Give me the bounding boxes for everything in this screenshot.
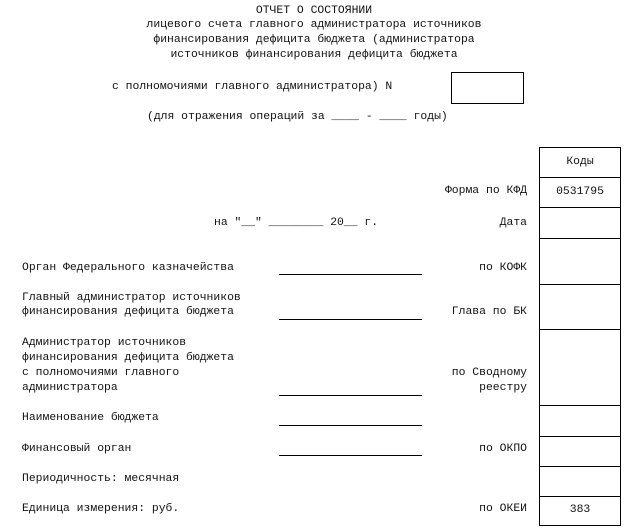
admin-label-3: с полномочиями главного (22, 367, 180, 379)
report-number-box[interactable] (451, 72, 524, 104)
report-title-line2: лицевого счета главного администратора источников (146, 19, 482, 31)
unit-label: Единица измерения: руб. (22, 503, 180, 515)
okpo-cell[interactable] (540, 436, 620, 467)
report-title-line3: финансирования дефицита бюджета (администратора (153, 34, 475, 46)
glavny-label-2: финансирования дефицита бюджета (22, 306, 234, 318)
codes-column (539, 147, 621, 526)
glavny-label-1: Главный администратор источников (22, 292, 241, 304)
glava-cell[interactable] (540, 284, 620, 330)
period-text: (для отражения операций за ____ - ____ годы) (147, 111, 448, 123)
okei-value: 383 (569, 504, 591, 516)
forma-value: 0531795 (556, 186, 604, 198)
report-title-line4: источников финансирования дефицита бюджета (170, 49, 458, 61)
glavny-line[interactable] (279, 319, 422, 320)
date-line: на "__" ________ 20__ г. (214, 217, 379, 229)
admin-label-1: Администратор источников (22, 337, 187, 349)
periodicity-cell[interactable] (540, 466, 620, 497)
okpo-label: по ОКПО (479, 443, 527, 455)
admin-line[interactable] (279, 395, 422, 396)
glava-label: Глава по БК (451, 306, 527, 318)
report-title-line5: с полномочиями главного администратора) N (112, 81, 393, 93)
date-cell[interactable] (540, 207, 620, 239)
okei-label: по ОКЕИ (479, 503, 527, 515)
svod-cell[interactable] (540, 329, 620, 406)
fin-organ-label: Финансовый орган (22, 443, 132, 455)
organ-fk-line[interactable] (279, 274, 422, 275)
date-label: Дата (499, 217, 527, 229)
svod-label-2: реестру (479, 382, 527, 394)
periodicity-label: Периодичность: месячная (22, 473, 180, 485)
kofk-label: по КОФК (479, 262, 527, 274)
kofk-cell[interactable] (540, 238, 620, 285)
codes-header: Коды (566, 156, 594, 168)
organ-fk-label: Орган Федерального казначейства (22, 262, 234, 274)
budget-name-line[interactable] (279, 425, 422, 426)
budget-name-label: Наименование бюджета (22, 412, 159, 424)
report-title: ОТЧЕТ О СОСТОЯНИИ (255, 5, 373, 17)
fin-organ-line[interactable] (279, 455, 422, 456)
admin-label-4: администратора (22, 382, 118, 394)
budget-cell[interactable] (540, 405, 620, 437)
svod-label-1: по Сводному (451, 367, 527, 379)
admin-label-2: финансирования дефицита бюджета (22, 352, 234, 364)
forma-label: Форма по КФД (444, 185, 527, 197)
